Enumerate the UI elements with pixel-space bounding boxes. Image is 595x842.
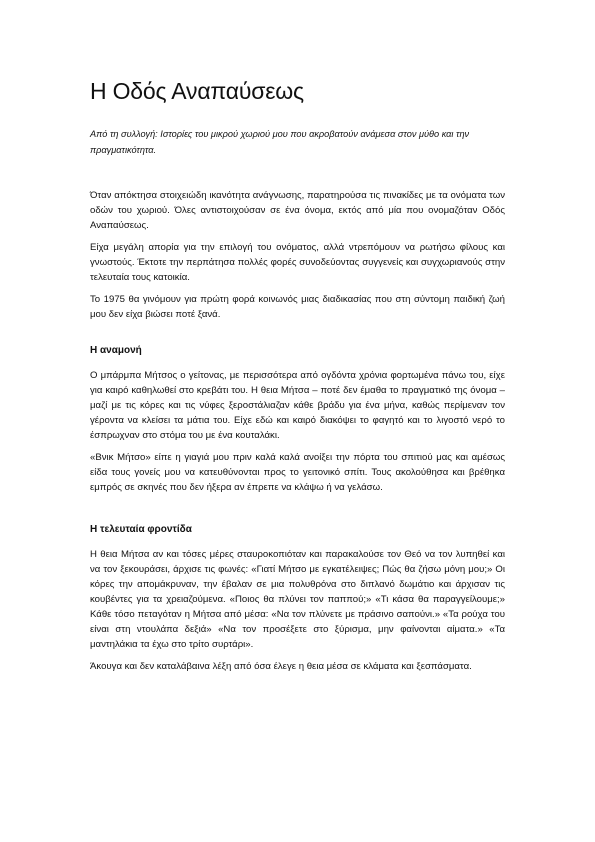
section1-paragraph-1: Ο μπάρμπα Μήτσος ο γείτονας, με περισσότερα από ογδόντα χρόνια φορτωμένα πάνω του, είχε για καιρό καθηλωθεί στο κρεβάτι του. Η θεια Μήτσα – ποτέ δεν έμαθα το πραγματικό της όνομα – μαζί με τις κόρες και τις νύφες ξεροστάλιαζαν κάθε βράδυ για ένα μήνα, καθώς περίμεναν τον γέροντα να κλείσει τα μάτια του. Είχε εδώ και καιρό διακόψει το φαγητό και το λιγοστό νερό το έσπρωχναν στο στόμα του με ένα κουταλάκι. — [90, 370, 505, 441]
section-heading-last-care: Η τελευταία φροντίδα — [90, 524, 192, 535]
page-title: Η Οδός Αναπαύσεως — [90, 78, 304, 104]
intro-paragraph-2: Είχα μεγάλη απορία για την επιλογή του ονόματος, αλλά ντρεπόμουν να ρωτήσω φίλους και γνωστούς. Έκτοτε την περπάτησα πολλές φορές συνοδεύοντας συγγενείς και συγχωριανούς στην τελευταία τους κατοικία. — [90, 242, 505, 283]
intro-paragraph-1: Όταν απόκτησα στοιχειώδη ικανότητα ανάγνωσης, παρατηρούσα τις πινακίδες με τα ονόματα των οδών του χωριού. Όλες αντιστοιχούσαν σε ένα όνομα, εκτός από μία που ονομαζόταν Οδός Αναπαύσεως. — [90, 190, 505, 231]
collection-subtitle: Από τη συλλογή: Ιστορίες του μικρού χωριού μου που ακροβατούν ανάμεσα στον μύθο και την πραγματικότητα. — [90, 129, 470, 155]
section1-paragraph-2: «Βνικ Μήτσο» είπε η γιαγιά μου πριν καλά καλά ανοίξει την πόρτα του σπιτιού μας και αμέσως είδα τους γονείς μου να κατευθύνονται προς το γειτονικό σπίτι. Τους ακολούθησα και βρέθηκα εμπρός σε σκηνές που δεν ήξερα αν έπρεπε να κλάψω ή να γελάσω. — [90, 452, 505, 493]
intro-paragraph-3: Το 1975 θα γινόμουν για πρώτη φορά κοινωνός μιας διαδικασίας που στη σύντομη παιδική ζωή μου δεν είχα βιώσει ποτέ ξανά. — [90, 294, 505, 320]
section-heading-waiting: Η αναμονή — [90, 345, 142, 356]
section2-paragraph-2: Άκουγα και δεν καταλάβαινα λέξη από όσα έλεγε η θεια μέσα σε κλάματα και ξεσπάσματα. — [90, 661, 472, 672]
section2-paragraph-1: Η θεια Μήτσα αν και τόσες μέρες σταυροκοπιόταν και παρακαλούσε τον Θεό να τον λυπηθεί και να τον ξεκουράσει, άρχισε τις φωνές: «Γιατί Μήτσο με εγκατέλειψες; Πώς θα ζήσω μόνη μου;» Οι κόρες την απομάκρυναν, την έβαλαν σε μια πολυθρόνα στο διπλανό δωμάτιο και άρχισαν τις κουβέντες για τα χρειαζούμενα. «Ποιος θα πλύνει τον παππού;» «Τι κάσα θα παραγγείλουμε;» Κάθε τόσο πεταγόταν η Μήτσα από μέσα: «Να τον πλύνετε με πράσινο σαπούνι.» «Τα ρούχα του είναι στη ντουλάπα δεξιά» «Να τον προσέξετε στο ξύρισμα, μην φαίνονται αίματα.» «Τα μαντηλάκια τα έχω στο τρίτο συρτάρι». — [90, 549, 505, 650]
